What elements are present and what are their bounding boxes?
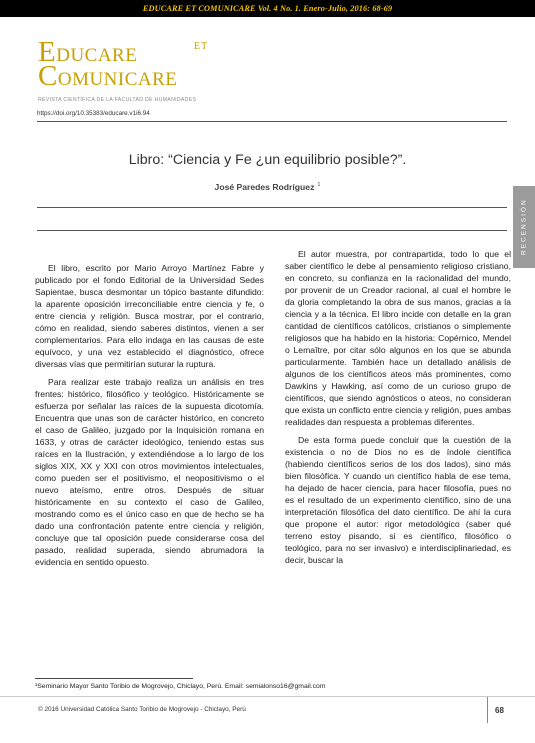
logo-line-educare: EDUCARE [38, 36, 138, 68]
article-title: Libro: “Ciencia y Fe ¿un equilibrio posible?”. [128, 152, 407, 168]
paragraph: El libro, escrito por Mario Arroyo Martínez Fabre y publicado por el fondo Editorial de la Universidad Sedes Sapientae, busca desmontar un tópico bastante difundido: la aparente oposición irreconciliable entre ciencia y fe, o entre ciencia y religión. Busca mostrar, por el contrario, cómo en realidad, siendo saberes distintos, vienen a ser complementarios. Para ello indaga en las causas de este equívoco, y una vez establecido el diagnóstico, ofrece diversas vías que permitirían suturar la ruptura. [35, 263, 264, 369]
journal-logo [38, 38, 298, 108]
journal-header-text: EDUCARE ET COMUNICARE Vol. 4 No. 1. Enero-Julio, 2016: 68-69 [142, 4, 393, 13]
logo-et: ET [194, 41, 209, 52]
page-number: 68 [495, 706, 504, 715]
body-column-left [35, 262, 264, 574]
logo-subtitle: REVISTA CIENTÍFICA DE LA FACULTAD DE HUMANIDADES [38, 97, 197, 103]
paragraph: De esta forma puede concluir que la cuestión de la existencia o no de Dios no es de índole científica (habiendo científicos serios de los dos lados), sino más bien filosófica. Y cuando un científico habla de ese tema, ha dejado de hacer ciencia, para hacer filosofía, pues no es el resultado de un experimento científico, sino de una interpretación filosófica del dato científico. De ahí la cura que propone el autor: rigor metodológico (saber qué terreno estoy pisando, si es científico, filosófico o teológico, para no ser invasivo) e interdisciplinariedad, es decir, buscar la [285, 435, 511, 565]
title-rule-bottom [37, 230, 507, 231]
paragraph: Para realizar este trabajo realiza un análisis en tres frentes: histórico, filosófico y teológico. Históricamente se esfuerza por señalar las raíces de la supuesta dicotomía. Encuentra que unas son de carácter histórico, en concreto el caso de Galileo, juzgado por la Inquisición romana en 1633, y otras de carácter ideológico, teniendo estas sus raíces en la Ilustración, y extendiéndose a lo largo de los siglos XIX, XX y XXI con otros movimientos intelectuales, como pueden ser el positivismo, el neopositivismo o el nuevo ateísmo, entre otros. Después de situar históricamente en su contexto el caso de Galileo, mostrando como es el único caso en que de hecho se ha dado una confrontación patente entre ciencia y religión, concluye que tal oposición puede considerarse cosa del pasado, realidad superada, siendo abrumadora la evidencia en sentido opuesto. [35, 377, 264, 567]
title-rule-top [37, 207, 507, 208]
doi-link[interactable]: https://doi.org/10.35383/educare.v1i6.94 [37, 110, 150, 117]
author-footnote-marker: 1 [317, 182, 321, 189]
footer-rule [0, 696, 535, 697]
header-rule [37, 121, 507, 122]
logo-line-comunicare: COMUNICARE [38, 60, 178, 92]
copyright: © 2016 Universidad Católica Santo Toribio de Mogrovejo - Chiclayo, Perú [38, 706, 246, 713]
paragraph: El autor muestra, por contrapartida, todo lo que el saber científico le debe al pensamiento religioso cristiano, en concreto, su confianza en la racionalidad del mundo, por provenir de un Creador racional, al cual el hombre le da gloria completando la obra de sus manos, gracias a la ciencia y a la técnica. El libro incide con detalle en la gran cantidad de científicos católicos, cristianos o simplemente religiosos que ha habido en la historia: Copérnico, Mendel o Lemaître, por citar sólo algunos en los que se abunda particularmente. También hace un detallado análisis de algunos de los científicos ateos más prominentes, como Dawkins y Hawking, así como de un curioso grupo de científicos, que siendo agnósticos o ateos, no consideran que exista un conflicto entre ciencia y religión, pues ambas realidades dan respuesta a problemas diferentes. [285, 249, 511, 427]
footnote: ¹Seminario Mayor Santo Toribio de Mogrovejo, Chiclayo, Perú. Email: semialonso16@gmail.com [35, 683, 326, 690]
footer-divider [487, 697, 488, 723]
journal-header-bar [0, 0, 535, 17]
body-column-right [285, 248, 511, 572]
footnote-rule [35, 678, 193, 679]
section-side-label: RECENSIÓN [513, 186, 535, 268]
article-author: José Paredes Rodríguez $^1$ [214, 182, 321, 192]
